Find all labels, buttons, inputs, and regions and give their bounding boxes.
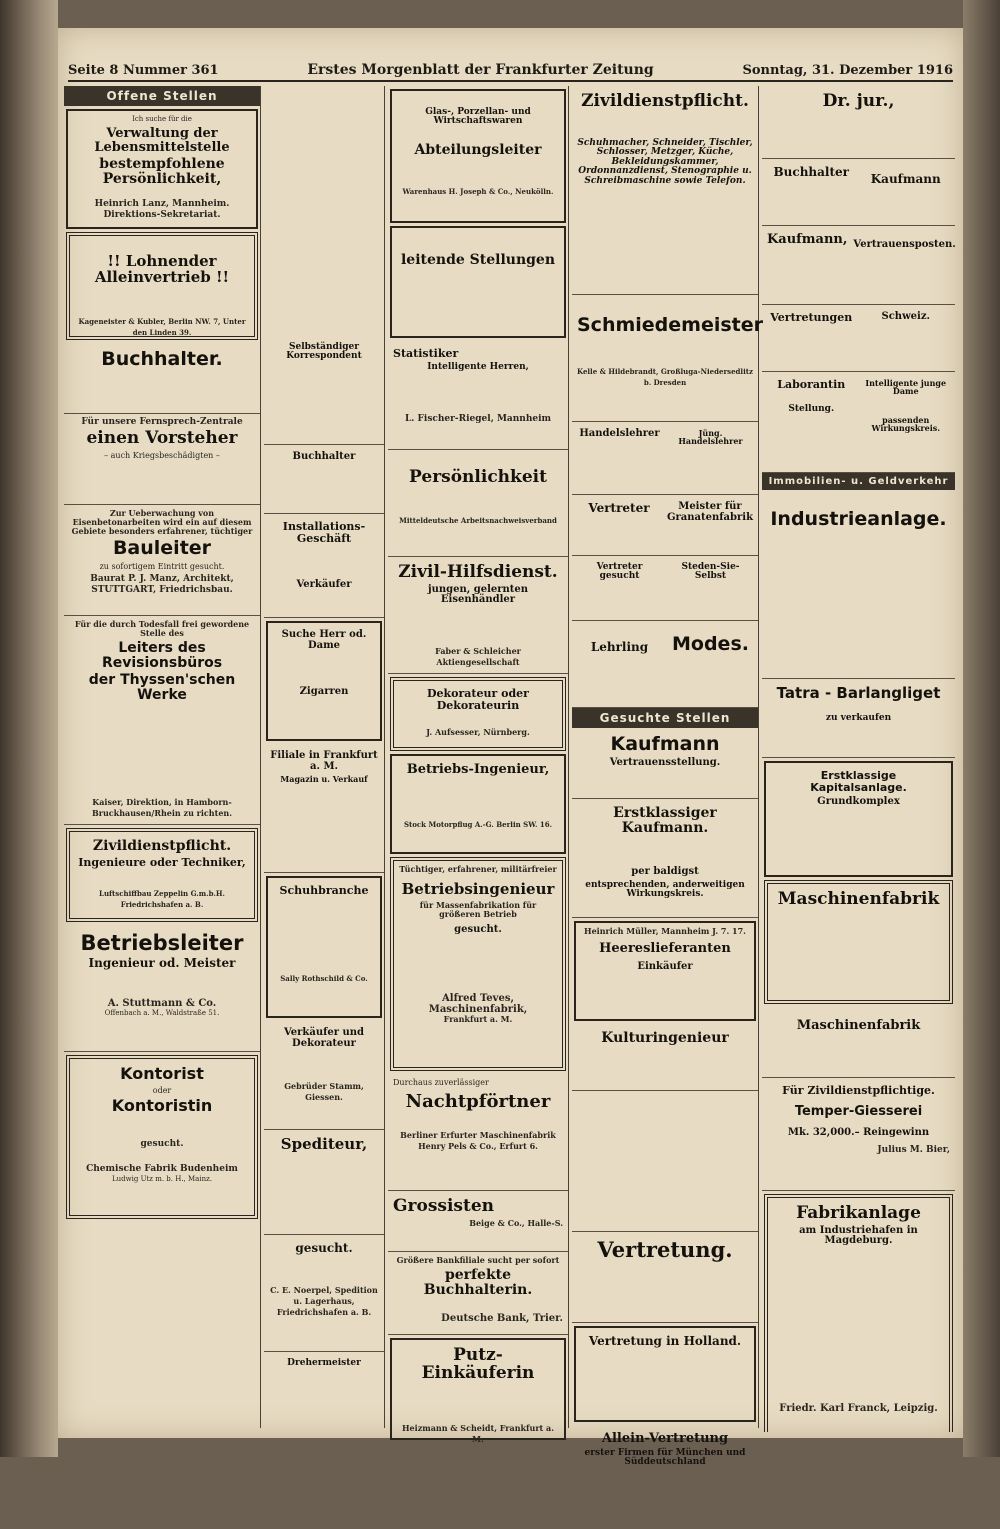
ad-title: Buchhalter [773,165,849,179]
ad-subtitle: jungen, gelernten Eisenhändler [427,583,529,606]
ad-title: Selbständiger Korrespondent [286,342,362,362]
ad-subtitle: – auch Kriegsbeschädigten – [104,450,220,460]
ad-subtitle: entsprechenden, anderweitigen Wirkungskreis. [585,879,745,900]
ad-subtitle: zu sofortigem Eintritt gesucht. [99,561,225,571]
ad-title: Verwaltung der Lebensmittelstelle [94,126,230,155]
ad-tatra [762,679,955,758]
ad-signature: Stock Motorpflug A.-G. Berlin SW. 16. [403,819,553,829]
ad-fabrikanlage [764,1194,953,1432]
ad-mid: gesucht. [454,923,502,935]
ad-leitende-stellungen [390,226,566,338]
ad-signature: Mitteldeutsche Arbeitsnachweisverband [399,515,557,525]
ad-handelslehrer [572,422,758,495]
ad-title: Kaufmann, [767,232,848,247]
ad-lebensmittelstelle [66,109,258,229]
ad-title: Heereslieferanten [599,941,731,956]
column-4 [572,86,764,1468]
ad-title: Betriebsleiter [80,931,244,955]
ad-subtitle: Temper-Giesserei [794,1103,923,1119]
ad-signature: Kelle & Hildebrandt, Großluga-Niedersedlitz b. Dresden [577,366,753,387]
ad-title: Bauleiter [112,537,212,559]
ad-korrespondent [264,336,384,445]
ad-mid: per baldigst [631,866,699,878]
ad-maschinenfabrik-1 [764,880,953,1004]
ad-zeppelin [66,828,258,922]
ad-laborantin [762,372,955,473]
ad-signature: A. Stuttmann & Co. [107,997,217,1009]
ad-betriebsingenieur-teves [390,857,566,1071]
ad-c5-buchhalter [762,159,955,226]
ad-title: Betriebs-Ingenieur, [406,762,550,777]
ad-title: Vertreter gesucht [596,562,643,582]
ad-place: Offenbach a. M., Waldstraße 51. [104,1008,220,1017]
ad-title: Für Zivildienstpflichtige. [782,1084,935,1097]
ad-title: Installations-Geschäft [282,520,366,545]
ad-grossisten [388,1191,568,1252]
ad-kulturingenieur [572,1024,758,1091]
ad-text: Durchaus zuverlässiger [393,1078,489,1087]
ad-signature: Berliner Erfurter Maschinenfabrik Henry Pels & Co., Erfurt 6. [400,1129,556,1151]
ad-subtitle: Ingenieur od. Meister [88,956,236,971]
ad-statistiker [388,341,568,450]
ad-signature: Alfred Teves, Maschinenfabrik, [428,993,528,1016]
ad-title: Dekorateur oder Dekorateurin [427,687,529,712]
ad-title: Handelslehrer [579,428,660,439]
ad-title: Kulturingenieur [601,1030,729,1046]
ad-title: Industrieanlage. [770,508,947,530]
ad-subtitle: Verkäufer [296,579,352,591]
ad-lehrling [572,621,758,708]
ad-spediteur [264,1130,384,1235]
ad-title: perfekte Buchhalterin. [423,1267,533,1298]
ad-text: Größere Bankfiliale sucht per sofort [396,1255,560,1265]
ad-signature: Julius M. Bier, [877,1144,950,1155]
page-header [68,58,953,82]
section-immobilien: Immobilien- u. Geldverkehr [762,473,955,490]
ad-allein-vertretung [572,1425,758,1529]
ad-place: Ludwig Utz m. b. H., Mainz. [112,1174,212,1183]
ad-title-2: der Thyssen'schen Werke [88,672,236,704]
ad-title: Dr. jur., [822,91,895,111]
ad-title: Allein-Vertretung [601,1431,729,1446]
ad-title: Vertreter [588,501,650,515]
ad-title-2: Meister für Granatenfabrik [666,501,753,523]
ad-filiale [264,744,384,873]
ad-title: einen Vorsteher [86,428,238,448]
ad-subtitle: Schuhmacher, Schneider, Tischler, Schlosser, Metzger, Küche, Bekleidungskammer, Ordonnanzdienst, Stenographie u. Schreibmaschine sowie Telefon. [577,137,753,186]
ad-verkaeufer [264,1021,384,1130]
ad-signature: C. E. Noerpel, Spedition u. Lagerhaus, Friedrichshafen a. B. [270,1284,378,1317]
ad-betriebs-ingenieur [390,754,566,854]
ad-signature: J. Aufsesser, Nürnberg. [426,727,530,738]
ad-c2-buchhalter [264,445,384,514]
ad-c4-zivildienst [572,86,758,295]
ad-maschinenfabrik-2 [762,1007,955,1078]
ad-text: Tüchtiger, erfahrener, militärfreier [399,864,557,874]
ad-subtitle: Intelligente Herren, [427,361,529,372]
ad-signature: Warenhaus H. Joseph & Co., Neukölln. [402,186,554,196]
ad-text: Ich suche für die [132,115,192,123]
ad-signature: Friedr. Karl Franck, Leipzig. [779,1402,938,1414]
ad-text: Zur Ueberwachung von Eisenbetonarbeiten wird ein auf diesem Gebiete besonders erfahrener, tüchtiger [71,508,253,536]
ad-title: Vertretung. [597,1237,733,1262]
ad-title: Persönlichkeit [409,467,547,487]
ad-title: Maschinenfabrik [796,1018,921,1033]
ad-industrieanlage [762,490,955,679]
ad-installations [264,514,384,618]
ad-title: Verkäufer und Dekorateur [283,1027,365,1049]
ad-title: Schmiedemeister [577,314,764,336]
ad-bauleiter [64,505,260,616]
header-page-number: Seite 8 Nummer 361 [68,63,219,78]
ad-kapitalsanlage [764,761,953,877]
ad-subtitle: erster Firmen für München und Süddeutschland [584,1447,746,1468]
ad-subtitle: am Industriehafen in Magdeburg. [799,1224,918,1247]
ad-dekorateur [390,677,566,751]
ad-title: Betriebsingenieur [401,880,555,898]
ad-title-2: Steden-Sie-Selbst [681,562,740,582]
ad-kontorist [66,1055,258,1219]
ad-putz-einkaeuferin [390,1338,566,1444]
ad-signature: L. Fischer-Riegel, Mannheim [404,413,552,424]
ad-subtitle: für Massenfabrikation für größeren Betrieb [419,899,537,919]
ad-signature: Heizmann & Scheidt, Frankfurt a. M. [402,1422,554,1444]
book-binding [0,0,58,1457]
ad-buchhalter [64,343,260,414]
ad-title: Erstklassige Kapitalsanlage. [810,769,907,794]
section-gesuchte-stellen: Gesuchte Stellen [572,708,758,728]
ad-place: Frankfurt a. M. [443,1014,513,1025]
ad-title: !! Lohnender Alleinvertrieb !! [94,252,230,286]
ad-zivil-hilfsdienst [388,557,568,674]
ad-c5-kaufmann [762,226,955,305]
newspaper-page [58,28,963,1468]
ad-signature: Faber & Schleicher Aktiengesellschaft [435,645,521,667]
ad-heereslieferanten [574,921,756,1021]
ad-title: Abteilungsleiter [414,141,542,158]
ad-signature: Kaiser, Direktion, in Hamborn-Bruckhausen/Rhein zu richten. [91,796,233,818]
ad-dr-jur [762,86,955,159]
ad-subtitle: gesucht. [140,1138,184,1149]
ad-title-2: Modes. [672,633,749,655]
ad-title: Laborantin [777,378,846,391]
ad-signature: Heinrich Lanz, Mannheim. Direktions-Sekretariat. [94,198,230,220]
ad-subtitle: Einkäufer [637,960,693,972]
ad-signature: Kageneister & Kubler, Berlin NW. 7, Unter den Linden 39. [78,316,246,337]
ad-title-2: Vertrauensposten. [853,239,956,250]
page-edge [963,0,1000,1457]
ad-subtitle: bestempfohlene Persönlichkeit, [99,156,225,187]
ad-vertretung [572,1232,758,1323]
ad-signature: Deutsche Bank, Trier. [441,1313,563,1325]
ad-title: Lehrling [590,640,649,654]
ad-text: Heinrich Müller, Mannheim J. 7. 17. [584,926,746,936]
ad-title: Fabrikanlage [796,1203,921,1223]
ad-title: Statistiker [393,347,459,360]
ad-title: Suche Herr od. Dame [281,629,367,651]
ad-title-2: Kaufmann [870,172,941,186]
ad-or: oder [152,1085,172,1095]
header-masthead: Erstes Morgenblatt der Frankfurter Zeitung [307,62,654,78]
ad-c4-filler [572,1091,758,1232]
ad-title: Spediteur, [280,1135,368,1153]
ad-vertreter-gesucht [572,556,758,621]
ad-noerpel [264,1235,384,1352]
ad-subtitle: zu verkaufen [825,712,892,723]
ad-title: Erstklassiger Kaufmann. [613,805,717,836]
ad-price: Mk. 32,000.– Reingewinn [787,1127,930,1139]
column-1 [64,86,261,1428]
ad-title: Kontorist [120,1064,204,1083]
ad-thyssen [64,616,260,825]
ad-schuhbranche [266,876,382,1018]
ad-title: Grossisten [393,1196,495,1216]
ad-vertretungen [762,305,955,372]
ad-signature: Sally Rothschild & Co. [280,973,368,983]
ad-subtitle: Grundkomplex [817,796,900,808]
ad-title: Buchhalter. [101,348,223,370]
ad-subtitle: Stellung. [788,403,835,414]
ad-title: leitende Stellungen [400,252,556,268]
ad-text: Für die durch Todesfall frei gewordene Stelle des [74,619,250,638]
column-5 [762,86,955,1428]
ad-erstklassiger-kaufmann [572,799,758,918]
ad-temper-giesserei [762,1078,955,1191]
ad-title: Zivildienstpflicht. [581,91,749,111]
ad-title: Putz-Einkäuferin [421,1345,535,1383]
ad-alleinvertrieb [66,232,258,340]
ad-subtitle: Magazin u. Verkauf [280,774,368,784]
ad-title-2: Intelligente junge Dame [865,378,947,397]
ad-subtitle: Ingenieure oder Techniker, [78,855,246,869]
ad-signature: Baurat P. J. Manz, Architekt, STUTTGART, Friedrichsbau. [90,573,234,595]
ad-title: Kaufmann [610,733,720,755]
ad-vertretung-holland [574,1326,756,1422]
ad-text: Für unsere Fernsprech-Zentrale [81,417,243,427]
ad-title: Nachtpförtner [405,1091,551,1112]
ad-vertreter [572,495,758,556]
ad-title: Vertretungen [770,311,853,324]
ad-title: Zivildienstpflicht. [92,838,232,854]
column-3 [388,86,569,1444]
ad-schmiedemeister [572,295,764,422]
ad-signature: Beige & Co., Halle-S. [469,1217,563,1228]
ad-signature: Chemische Fabrik Budenheim [86,1163,238,1174]
ad-title: Schuhbranche [279,884,369,897]
ad-persoenlichkeit [388,450,568,557]
ad-title: Drehermeister [287,1358,361,1368]
column-2 [264,86,385,1428]
ad-title-2: Schweiz. [881,311,930,322]
ad-signature: Gebrüder Stamm, Giessen. [284,1081,364,1102]
ad-drehermeister [264,1352,384,1480]
ad-subtitle: Zigarren [299,686,349,697]
ad-abteilungsleiter [390,89,566,223]
ad-title-2: Jüng. Handelslehrer [678,428,743,447]
ad-title: Leiters des Revisionsbüros [101,640,223,671]
ad-text: Glas-, Porzellan- und Wirtschaftswaren [425,107,531,127]
ad-betriebsleiter [64,925,260,1052]
header-date: Sonntag, 31. Dezember 1916 [742,63,953,78]
ad-title: Maschinenfabrik [777,889,940,909]
ad-signature: Luftschiffbau Zeppelin G.m.b.H. Friedrichshafen a. B. [99,889,225,910]
ad-kaufmann [572,728,758,799]
ad-title: Zivil-Hilfsdienst. [398,562,558,582]
ad-subtitle: Vertrauensstellung. [609,756,721,768]
ad-nachtpfoertner [388,1074,568,1191]
ad-buchhalterin [388,1252,568,1335]
ad-vorsteher [64,414,260,505]
ad-title: Tatra - Barlangliget [776,684,941,702]
ad-title: gesucht. [295,1241,353,1255]
section-offene-stellen: Offene Stellen [64,86,260,106]
ad-title: Vertretung in Holland. [588,1334,742,1348]
ad-title: Filiale in Frankfurt a. M. [270,750,378,772]
ad-title: Buchhalter [292,451,356,462]
ad-subtitle-2: passenden Wirkungskreis. [871,414,941,434]
ad-suche-dame [266,621,382,741]
ad-title-2: Kontoristin [111,1095,213,1115]
